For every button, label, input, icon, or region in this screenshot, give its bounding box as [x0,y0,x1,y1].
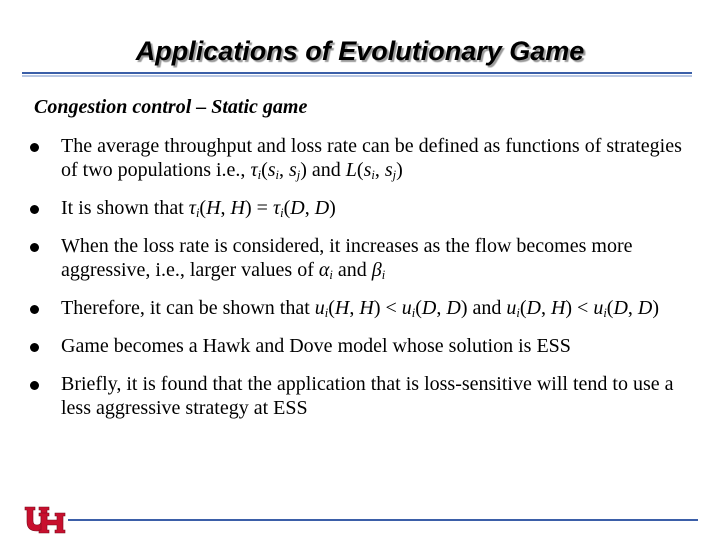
bullet-text-2: It is shown that $\tau_i(H$, $H) = \tau_i(D$, D) [61,197,336,221]
footer-rule [22,519,698,521]
slide-title: Applications of Evolutionary Game [135,36,585,66]
bullet-icon [30,305,39,314]
bullet-text-6: Briefly, it is found that the application that is loss-sensitive will tend to use a less aggressive strategy at ESS [61,373,674,419]
bullet-list [30,134,700,434]
title-rule-shadow [22,75,692,77]
bullet-icon [30,381,39,390]
bullet-item-4 [30,296,700,320]
bullet-icon [30,343,39,352]
section-subtitle: Congestion control – Static game [34,96,308,118]
bullet-icon [30,205,39,214]
bullet-text-5: Game becomes a Hawk and Dove model whose solution is ESS [61,335,571,357]
bullet-item-2 [30,196,700,220]
university-of-houston-logo-icon [22,504,68,536]
title-rule [22,72,692,74]
bullet-text-3: When the loss rate is considered, it increases as the flow becomes more aggressive, i.e., larger values of $\alpha_i$ and $\beta_i$ [61,235,633,283]
bullet-item-1 [30,134,700,182]
bullet-item-6 [30,372,700,420]
bullet-text-1: The average throughput and loss rate can be defined as functions of strategies of two populations i.e., $\tau_i(s_i$, $s_j$) and $L(s_i$, $s_j$) [61,135,682,183]
bullet-item-5 [30,334,700,358]
bullet-icon [30,143,39,152]
bullet-icon [30,243,39,252]
bullet-text-4: Therefore, it can be shown that $u_i(H$, $H) < u_i(D$, D) and $u_i(D$, $H) < u_i(D$, D) [61,297,660,321]
bullet-item-3 [30,234,700,282]
